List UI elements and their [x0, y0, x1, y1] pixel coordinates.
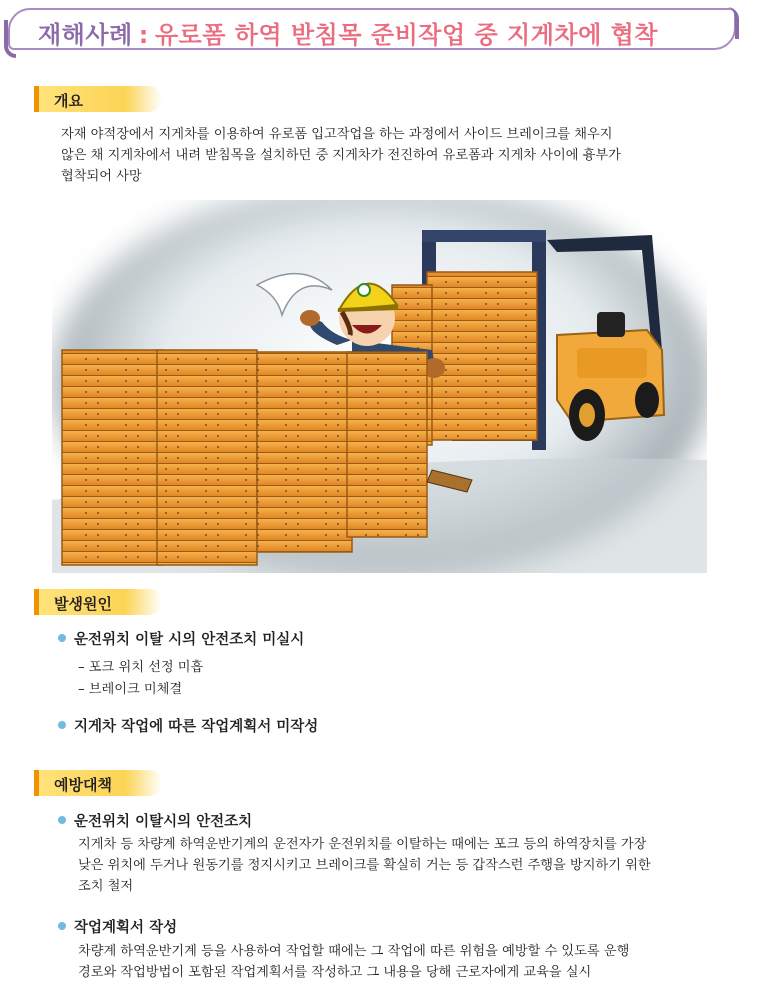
euroform-stack-rear	[427, 272, 537, 440]
prevention-text	[78, 834, 651, 897]
prevention-text	[78, 941, 629, 983]
section-overview-header	[34, 86, 162, 112]
euroform-stack-front	[62, 350, 162, 565]
section-causes-label: 발생원인	[54, 595, 112, 613]
section-prevention-label: 예방대책	[54, 776, 112, 794]
title-separator: :	[138, 21, 149, 49]
bullet-dot-icon	[58, 634, 66, 642]
prevention-line: 차량계 하역운반기계 등을 사용하여 작업할 때에는 그 작업에 따른 위험을 예방할 수 있도록 운행	[78, 944, 630, 959]
cause-subitem: – 포크 위치 선정 미흡	[78, 660, 204, 675]
accident-illustration	[52, 200, 707, 573]
page-title	[38, 15, 658, 50]
overview-text	[61, 124, 621, 187]
prevention-line: 낮은 위치에 두거나 원동기를 정지시키고 브레이크를 확실히 거는 등 갑작스런 주행을 방지하기 위한	[78, 858, 651, 873]
section-overview-label: 개요	[54, 92, 83, 110]
bullet-dot-icon	[58, 816, 66, 824]
overview-line: 협착되어 사망	[61, 169, 142, 184]
cause-item: 운전위치 이탈 시의 안전조치 미실시	[58, 628, 304, 649]
title-prefix: 재해사례	[38, 21, 133, 49]
prevention-line: 지게차 등 차량계 하역운반기계의 운전자가 운전위치를 이탈하는 때에는 포크 등의 하역장치를 가장	[78, 837, 647, 852]
bullet-dot-icon	[58, 922, 66, 930]
overview-line: 자재 야적장에서 지게차를 이용하여 유로폼 입고작업을 하는 과정에서 사이드 브레이크를 채우지	[61, 127, 613, 142]
section-causes-header	[34, 589, 162, 615]
prevention-line: 조치 철저	[78, 879, 134, 894]
cause-subitem: – 브레이크 미체결	[78, 682, 183, 697]
prevention-item: 작업계획서 작성	[58, 916, 177, 937]
prevention-line: 경로와 작업방법이 포함된 작업계획서를 작성하고 그 내용을 당해 근로자에게 교육을 실시	[78, 965, 592, 980]
bullet-dot-icon	[58, 721, 66, 729]
title-main: 유로폼 하역 받침목 준비작업 중 지게차에 협착	[154, 21, 658, 49]
cause-item: 지게차 작업에 따른 작업계획서 미작성	[58, 715, 318, 736]
section-prevention-header	[34, 770, 162, 796]
prevention-item: 운전위치 이탈시의 안전조치	[58, 810, 252, 831]
overview-line: 않은 채 지게차에서 내려 받침목을 설치하던 중 지게차가 전진하여 유로폼과 지게차 사이에 흉부가	[61, 148, 621, 163]
